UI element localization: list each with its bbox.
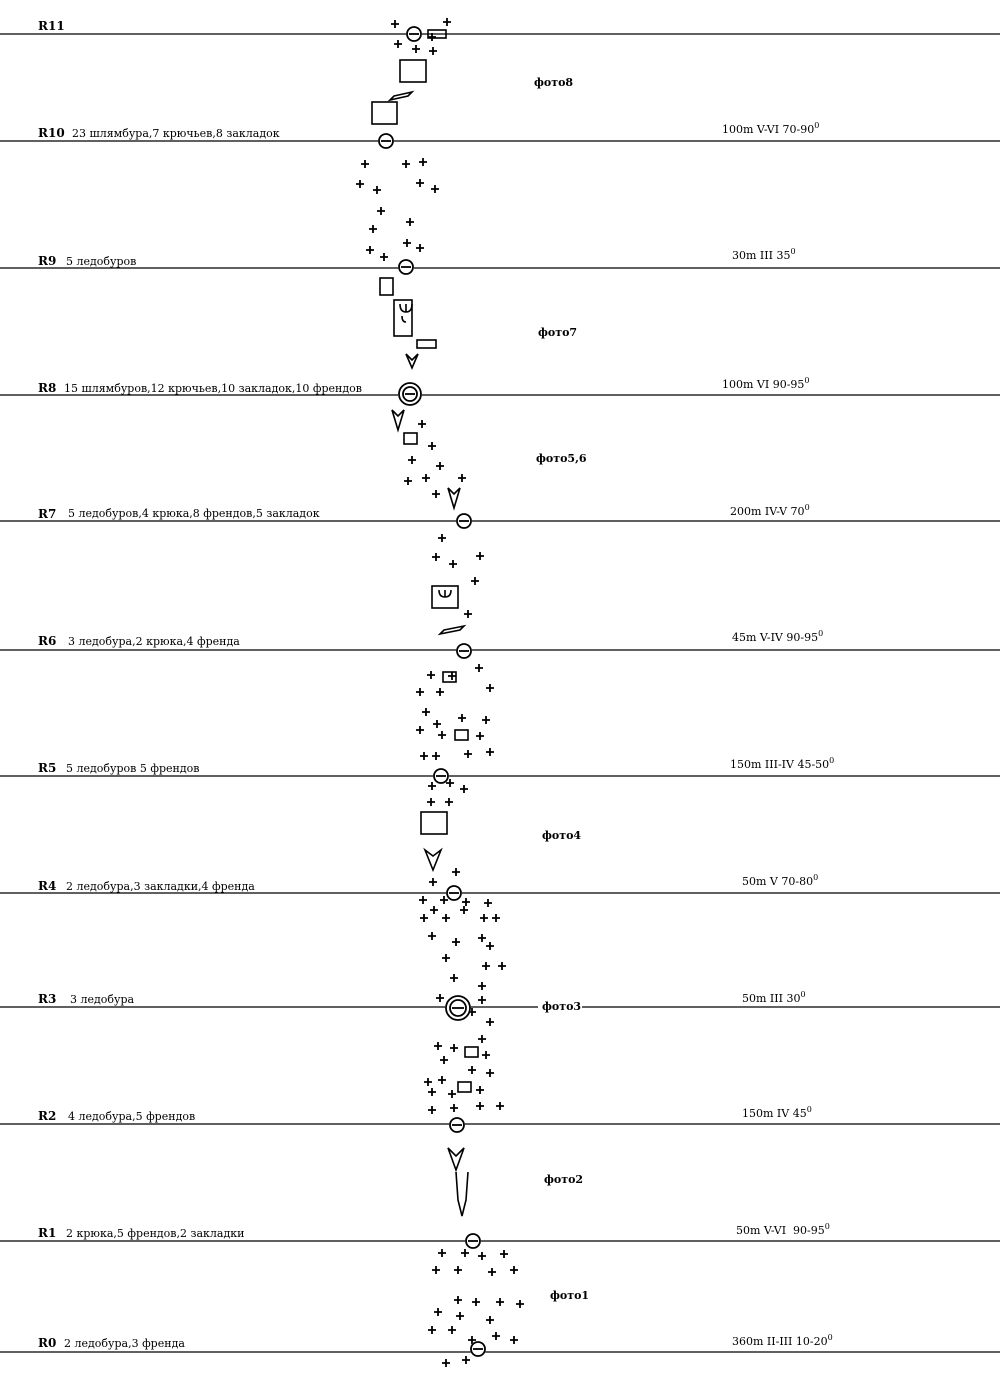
ice-screw-plus-icon — [428, 1106, 436, 1114]
ice-screw-plus-icon — [428, 442, 436, 450]
belay-station-icon — [449, 1117, 465, 1133]
pitch-id-r5: R5 — [38, 761, 57, 775]
ice-screw-plus-icon — [416, 688, 424, 696]
ice-screw-plus-icon — [432, 490, 440, 498]
ice-screw-plus-icon — [431, 185, 439, 193]
chimney-icon — [406, 354, 418, 368]
ice-screw-plus-icon — [373, 186, 381, 194]
photo-label-2: фото2 — [544, 1173, 584, 1186]
ice-screw-plus-icon — [486, 1018, 494, 1026]
chimney-icon — [392, 410, 404, 430]
pitch-stats-r7 — [730, 503, 810, 518]
small-block-icon — [455, 730, 468, 740]
stats-text-r6: 45m V-IV 90-95 — [732, 631, 819, 644]
stats-deg-r10: 0 — [814, 121, 820, 130]
belay-station-icon — [378, 133, 394, 149]
route-symbols — [372, 30, 478, 1216]
ice-screw-plus-icon — [471, 577, 479, 585]
ice-screw-plus-icon — [478, 1035, 486, 1043]
photo-label-7: фото7 — [538, 326, 578, 339]
ice-screw-plus-icon — [464, 610, 472, 618]
ice-screw-plus-icon — [448, 1326, 456, 1334]
ice-screw-plus-icon — [486, 1316, 494, 1324]
belay-station-icon — [406, 26, 422, 42]
ice-screw-plus-icon — [450, 974, 458, 982]
belay-station-icon — [456, 513, 472, 529]
ice-screw-plus-icon — [510, 1336, 518, 1344]
photo-label-1: фото1 — [550, 1289, 590, 1302]
pitch-gear-r10: 23 шлямбура,7 крючьев,8 закладок — [72, 127, 280, 140]
ice-screw-plus-icon — [406, 218, 414, 226]
ice-screw-plus-icon — [436, 462, 444, 470]
belay-station-icon — [433, 768, 449, 784]
stats-deg-r5: 0 — [829, 756, 835, 765]
pitch-stats-r10 — [722, 121, 819, 136]
ice-screw-plus-icon — [484, 899, 492, 907]
pitch-stats-r6 — [732, 629, 823, 644]
pitch-stats-r3 — [742, 990, 806, 1005]
ice-screw-plus-icon — [377, 207, 385, 215]
pitch-gear-r3: 3 ледобура — [70, 993, 135, 1006]
ice-screw-plus-icon — [458, 714, 466, 722]
ice-screw-plus-icon — [422, 474, 430, 482]
pitch-labels — [38, 19, 834, 1350]
ice-screw-plus-icon — [476, 552, 484, 560]
stats-deg-r6: 0 — [818, 629, 824, 638]
ice-screw-plus-icon — [416, 179, 424, 187]
ice-screw-plus-icon — [416, 726, 424, 734]
ice-screw-plus-icon — [462, 898, 470, 906]
ice-screw-plus-icon — [428, 782, 436, 790]
chimney-icon — [448, 1148, 464, 1170]
ice-screw-plus-icon — [458, 474, 466, 482]
rock-block-icon — [372, 102, 397, 124]
ice-screw-plus-icon — [475, 664, 483, 672]
pitch-id-r3: R3 — [38, 992, 57, 1006]
ice-screw-plus-icon — [428, 1326, 436, 1334]
rock-block-icon — [421, 812, 447, 834]
pitch-id-r10: R10 — [38, 126, 65, 140]
ice-screw-plus-icon — [498, 962, 506, 970]
photo-label-3: фото3 — [542, 1000, 582, 1013]
ice-screw-plus-icon — [380, 253, 388, 261]
ice-screw-plus-icon — [434, 1042, 442, 1050]
pitch-gear-r0: 2 ледобура,3 френда — [64, 1337, 185, 1350]
ice-screw-plus-icon — [424, 1078, 432, 1086]
ice-screw-plus-icon — [454, 1266, 462, 1274]
chimney-icon — [425, 850, 441, 870]
ice-screw-plus-icon — [468, 1066, 476, 1074]
ice-screw-plus-icon — [456, 1312, 464, 1320]
ice-screw-plus-icon — [356, 180, 364, 188]
ice-screw-markers — [356, 18, 524, 1367]
ice-screw-plus-icon — [492, 1332, 500, 1340]
ice-screw-plus-icon — [480, 914, 488, 922]
stats-text-r3: 50m III 30 — [742, 992, 801, 1005]
pitch-stats-r8 — [722, 376, 810, 391]
pitch-id-r7: R7 — [38, 507, 57, 521]
ice-screw-plus-icon — [442, 914, 450, 922]
small-block-icon — [417, 340, 436, 348]
ice-screw-plus-icon — [436, 994, 444, 1002]
ice-screw-plus-icon — [432, 553, 440, 561]
stats-text-r8: 100m VI 90-95 — [722, 378, 805, 391]
ice-screw-plus-icon — [391, 20, 399, 28]
crack-icon — [439, 590, 451, 597]
ice-screw-plus-icon — [429, 878, 437, 886]
stats-text-r5: 150m III-IV 45-50 — [730, 758, 830, 771]
ice-screw-plus-icon — [464, 750, 472, 758]
ice-screw-plus-icon — [496, 1298, 504, 1306]
ice-screw-plus-icon — [478, 1252, 486, 1260]
pitch-gear-r6: 3 ледобура,2 крюка,4 френда — [68, 635, 240, 648]
belay-stations — [378, 26, 486, 1357]
ice-screw-plus-icon — [461, 1249, 469, 1257]
stats-deg-r7: 0 — [804, 503, 810, 512]
ice-screw-plus-icon — [486, 684, 494, 692]
stats-text-r10: 100m V-VI 70-90 — [722, 123, 815, 136]
stats-deg-r9: 0 — [790, 247, 796, 256]
ice-screw-plus-icon — [361, 160, 369, 168]
ice-screw-plus-icon — [492, 914, 500, 922]
ice-screw-plus-icon — [516, 1300, 524, 1308]
ice-screw-plus-icon — [416, 244, 424, 252]
ice-screw-plus-icon — [476, 732, 484, 740]
ice-screw-plus-icon — [394, 40, 402, 48]
stats-deg-r0: 0 — [827, 1333, 833, 1342]
ice-screw-plus-icon — [448, 1090, 456, 1098]
stats-text-r2: 150m IV 45 — [742, 1107, 807, 1120]
stats-deg-r2: 0 — [806, 1105, 812, 1114]
pitch-id-r9: R9 — [38, 254, 57, 268]
ice-screw-plus-icon — [452, 938, 460, 946]
stats-deg-r3: 0 — [800, 990, 806, 999]
stats-deg-r1: 0 — [824, 1222, 830, 1231]
photo-labels — [534, 76, 589, 1302]
ice-screw-plus-icon — [438, 534, 446, 542]
ice-screw-plus-icon — [432, 1266, 440, 1274]
photo-label-4: фото4 — [542, 829, 582, 842]
ice-screw-plus-icon — [440, 896, 448, 904]
stats-text-r7: 200m IV-V 70 — [730, 505, 805, 518]
stats-text-r1: 50m V-VI 90-95 — [736, 1224, 825, 1237]
ice-screw-plus-icon — [449, 560, 457, 568]
pitch-gear-r8: 15 шлямбуров,12 крючьев,10 закладок,10 френдов — [64, 382, 362, 395]
ice-screw-plus-icon — [366, 246, 374, 254]
pitch-stats-r2 — [742, 1105, 812, 1120]
photo-label-8: фото8 — [534, 76, 574, 89]
ice-screw-plus-icon — [418, 420, 426, 428]
pitch-id-r1: R1 — [38, 1226, 57, 1240]
small-block-icon — [443, 672, 456, 682]
pitch-stats-r5 — [730, 756, 834, 771]
ice-screw-plus-icon — [427, 798, 435, 806]
belay-station-icon — [398, 259, 414, 275]
ice-screw-plus-icon — [427, 671, 435, 679]
ice-screw-plus-icon — [486, 942, 494, 950]
pitch-stats-r1 — [736, 1222, 830, 1237]
ice-screw-plus-icon — [443, 18, 451, 26]
pitch-gear-r2: 4 ледобура,5 френдов — [68, 1110, 196, 1123]
ice-screw-plus-icon — [472, 1298, 480, 1306]
ice-screw-plus-icon — [403, 239, 411, 247]
ice-screw-plus-icon — [433, 720, 441, 728]
stats-text-r9: 30m III 35 — [732, 249, 791, 262]
rock-block-icon — [400, 60, 426, 82]
pitch-stats-r9 — [732, 247, 796, 262]
chimney-icon — [448, 488, 460, 508]
ice-screw-plus-icon — [420, 914, 428, 922]
pitch-gear-r4: 2 ледобура,3 закладки,4 френда — [66, 880, 255, 893]
pitch-stats-r0 — [732, 1333, 833, 1348]
crack-icon — [400, 304, 412, 322]
ice-screw-plus-icon — [428, 1088, 436, 1096]
ice-screw-plus-icon — [452, 868, 460, 876]
belay-station-icon — [470, 1341, 486, 1357]
ice-screw-plus-icon — [500, 1250, 508, 1258]
ice-screw-plus-icon — [450, 1104, 458, 1112]
ice-screw-plus-icon — [369, 225, 377, 233]
belay-station-icon — [456, 643, 472, 659]
small-block-icon — [404, 433, 417, 444]
ice-screw-plus-icon — [442, 1359, 450, 1367]
ice-screw-plus-icon — [419, 896, 427, 904]
ice-screw-plus-icon — [438, 1249, 446, 1257]
rock-block-icon — [380, 278, 393, 295]
ice-screw-plus-icon — [482, 1051, 490, 1059]
ice-screw-plus-icon — [510, 1266, 518, 1274]
ice-screw-plus-icon — [486, 748, 494, 756]
ice-screw-plus-icon — [412, 45, 420, 53]
ice-screw-plus-icon — [422, 708, 430, 716]
ice-screw-plus-icon — [432, 752, 440, 760]
ice-screw-plus-icon — [448, 672, 456, 680]
ice-screw-plus-icon — [482, 962, 490, 970]
ice-screw-plus-icon — [488, 1268, 496, 1276]
ice-screw-plus-icon — [460, 906, 468, 914]
ledge-icon — [390, 92, 412, 100]
pitch-gear-r1: 2 крюка,5 френдов,2 закладки — [66, 1227, 245, 1240]
pitch-stats-r4 — [742, 873, 818, 888]
ice-screw-plus-icon — [478, 982, 486, 990]
small-block-icon — [465, 1047, 478, 1057]
ice-screw-plus-icon — [476, 1086, 484, 1094]
pitch-gear-r9: 5 ледобуров — [66, 255, 137, 268]
ice-screw-plus-icon — [429, 47, 437, 55]
photo-label-56: фото5,6 — [536, 452, 587, 465]
ledge-icon — [440, 626, 464, 634]
ice-screw-plus-icon — [450, 1044, 458, 1052]
ice-screw-plus-icon — [462, 1356, 470, 1364]
ice-screw-plus-icon — [460, 785, 468, 793]
ice-screw-plus-icon — [476, 1102, 484, 1110]
ice-screw-plus-icon — [408, 456, 416, 464]
ice-screw-plus-icon — [438, 1076, 446, 1084]
ice-screw-plus-icon — [434, 1308, 442, 1316]
belay-station-icon — [445, 995, 471, 1021]
small-block-icon — [458, 1082, 471, 1092]
ice-screw-plus-icon — [436, 688, 444, 696]
pitch-id-r11: R11 — [38, 19, 65, 33]
ice-screw-plus-icon — [440, 1056, 448, 1064]
stats-deg-r4: 0 — [813, 873, 819, 882]
belay-station-icon — [446, 885, 462, 901]
ice-screw-plus-icon — [496, 1102, 504, 1110]
ice-screw-plus-icon — [478, 996, 486, 1004]
ice-screw-plus-icon — [420, 752, 428, 760]
pitch-id-r4: R4 — [38, 879, 57, 893]
pitch-gear-r7: 5 ледобуров,4 крюка,8 френдов,5 закладок — [68, 507, 320, 520]
pitch-gear-r5: 5 ледобуров 5 френдов — [66, 762, 200, 775]
ice-screw-plus-icon — [430, 906, 438, 914]
corner-icon — [394, 300, 412, 336]
crack-line-icon — [456, 1172, 468, 1216]
pitch-id-r2: R2 — [38, 1109, 57, 1123]
ice-screw-plus-icon — [419, 158, 427, 166]
ice-screw-plus-icon — [478, 934, 486, 942]
ice-screw-plus-icon — [404, 477, 412, 485]
ice-screw-plus-icon — [486, 1069, 494, 1077]
belay-station-icon — [398, 382, 422, 406]
pitch-id-r8: R8 — [38, 381, 57, 395]
stats-text-r0: 360m II-III 10-20 — [732, 1335, 828, 1348]
pitch-id-r0: R0 — [38, 1336, 57, 1350]
ice-screw-plus-icon — [428, 932, 436, 940]
ice-screw-plus-icon — [438, 731, 446, 739]
stats-deg-r8: 0 — [804, 376, 810, 385]
belay-station-icon — [465, 1233, 481, 1249]
ice-screw-plus-icon — [445, 798, 453, 806]
stats-text-r4: 50m V 70-80 — [742, 875, 814, 888]
pitch-id-r6: R6 — [38, 634, 57, 648]
ice-screw-plus-icon — [454, 1296, 462, 1304]
ice-screw-plus-icon — [482, 716, 490, 724]
ice-screw-plus-icon — [402, 160, 410, 168]
pitch-lines — [0, 34, 1000, 1352]
ice-screw-plus-icon — [442, 954, 450, 962]
